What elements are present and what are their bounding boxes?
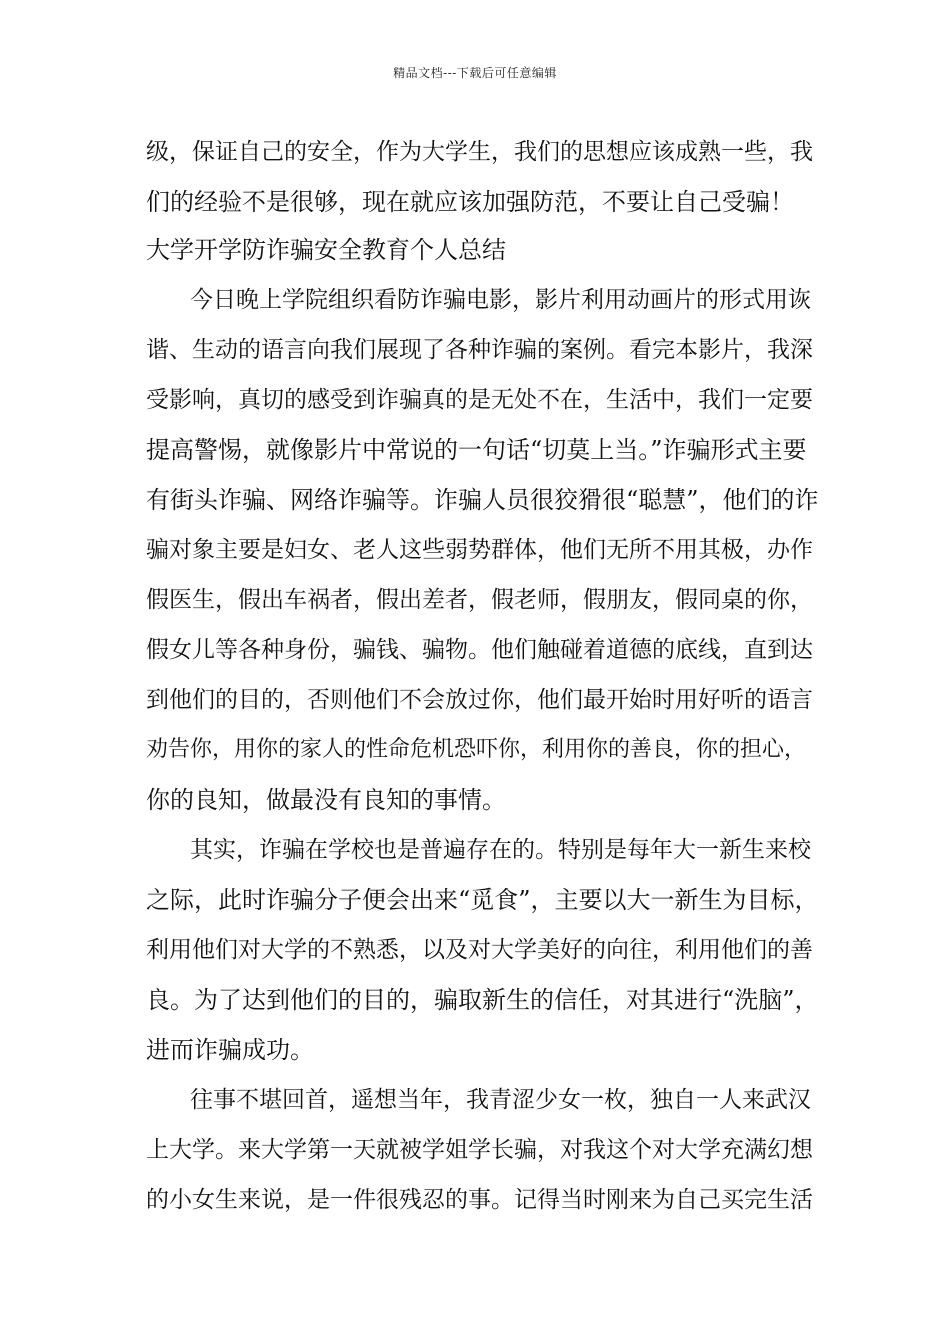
body-line: 劝告你，用你的家人的性命危机恐吓你，利用你的善良，你的担心， [146,737,807,762]
body-line: 骗对象主要是妇女、老人这些弱势群体，他们无所不用其极，办作 [146,537,813,563]
body-line: 到他们的目的，否则他们不会放过你，他们最开始时用好听的语言 [146,687,813,713]
body-line: 有街头诈骗、网络诈骗等。诈骗人员很狡猾很“聪慧”，他们的诈 [146,486,819,514]
body-line: 今日晚上学院组织看防诈骗电影，影片利用动画片的形式用诙 [190,287,811,313]
body-line: 上大学。来大学第一天就被学姐学长骗，对我这个对大学充满幻想 [146,1137,813,1163]
body-line: 的小女生来说，是一件很残忍的事。记得当时刚来为自己买完生活 [146,1187,813,1213]
body-line: 往事不堪回首，遥想当年，我青涩少女一枚，独自一人来武汉 [190,1087,811,1113]
body-line: 你的良知，做最没有良知的事情。 [146,786,506,814]
body-line: 受影响，真切的感受到诈骗真的是无处不在，生活中，我们一定要 [146,387,813,413]
section-heading: 大学开学防诈骗安全教育个人总结 [146,236,506,264]
body-line: 良。为了达到他们的目的，骗取新生的信任，对其进行“洗脑”， [146,986,819,1014]
page-header: 精品文档---下载后可任意编辑 [393,66,557,80]
body-line: 利用他们对大学的不熟悉，以及对大学美好的向往，利用他们的善 [146,937,813,963]
body-line: 谐、生动的语言向我们展现了各种诈骗的案例。看完本影片，我深 [146,337,813,363]
body-line: 进而诈骗成功。 [146,1036,314,1064]
body-line: 级，保证自己的安全，作为大学生，我们的思想应该成熟一些，我 [146,139,813,165]
body-line: 假医生，假出车祸者，假出差者，假老师，假朋友，假同桌的你， [146,587,813,613]
body-line: 假女儿等各种身份，骗钱、骗物。他们触碰着道德的底线，直到达 [146,637,813,663]
body-line: 提高警惕，就像影片中常说的一句话“切莫上当。”诈骗形式主要 [146,436,807,464]
body-line: 之际，此时诈骗分子便会出来“觅食”，主要以大一新生为目标， [146,886,819,914]
body-line: 们的经验不是很够，现在就应该加强防范，不要让自己受骗！ [146,188,794,216]
body-line: 其实，诈骗在学校也是普遍存在的。特别是每年大一新生来校 [190,837,811,863]
